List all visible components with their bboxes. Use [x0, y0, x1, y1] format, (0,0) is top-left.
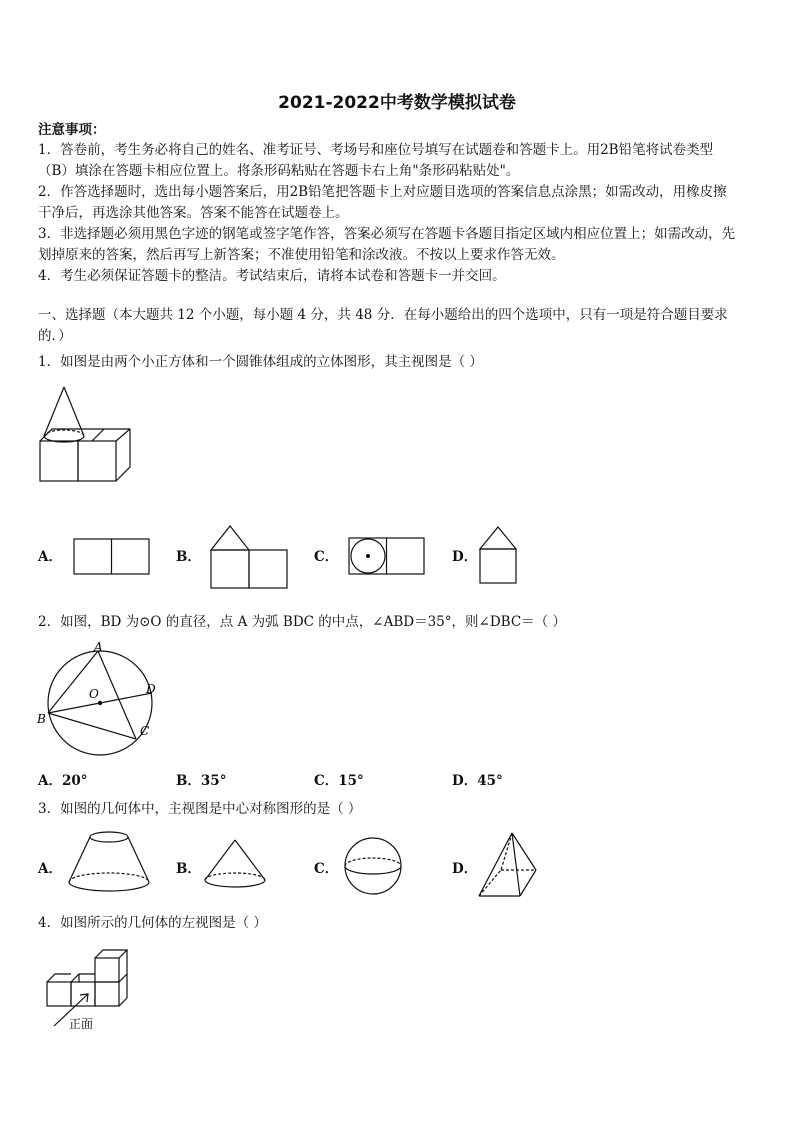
q2-option-b[interactable]: B．35° — [176, 773, 227, 789]
q1-option-c[interactable]: C． — [314, 549, 339, 565]
q3-option-d[interactable]: D． — [452, 861, 478, 877]
q2-option-a[interactable]: A．20° — [38, 773, 88, 789]
q4-solid-figure — [40, 942, 140, 1034]
notice-heading: 注意事项： — [38, 122, 106, 138]
q2-point-c-label: C — [140, 724, 150, 738]
q1-option-a-figure — [73, 537, 153, 577]
q3-sphere-figure — [342, 835, 406, 897]
notice-line: 划掉原来的答案，然后再写上新答案；不准使用铅笔和涂改液。不按以上要求作答无效。 — [38, 247, 565, 263]
q1-option-a[interactable]: A． — [38, 549, 62, 565]
q2-point-a-label: A — [94, 640, 103, 654]
notice-line: 3．非选择题必须用黑色字迹的钢笔或签字笔作答，答案必须写在答题卡各题目指定区域内相应位置上；如需改动，先 — [38, 226, 736, 242]
q3-option-b[interactable]: B． — [176, 861, 201, 877]
question-4-stem: 4．如图所示的几何体的左视图是（ ） — [38, 915, 267, 931]
q3-frustum-figure — [66, 830, 152, 896]
q1-option-b[interactable]: B． — [176, 549, 201, 565]
notice-line: 4．考生必须保证答题卡的整洁。考试结束后，请将本试卷和答题卡一并交回。 — [38, 268, 506, 284]
question-2-stem: 2．如图，BD 为⊙O 的直径，点 A 为弧 BDC 的中点，∠ABD＝35°，则∠DBC＝（ ） — [38, 614, 566, 630]
q1-option-c-figure — [348, 536, 428, 578]
question-1-stem: 1．如图是由两个小正方体和一个圆锥体组成的立体图形，其主视图是（ ） — [38, 354, 483, 370]
q3-pyramid-figure — [476, 830, 540, 900]
section-heading-cont: 的．） — [38, 328, 72, 344]
q1-option-d-figure — [478, 524, 523, 588]
page-title: 2021-2022中考数学模拟试卷 — [278, 93, 516, 113]
q2-option-d[interactable]: D．45° — [452, 773, 503, 789]
notice-line: 干净后，再选涂其他答案。答案不能答在试题卷上。 — [38, 205, 349, 221]
q2-option-c[interactable]: C．15° — [314, 773, 364, 789]
notice-line: 2．作答选择题时，选出每小题答案后，用2B铅笔把答题卡上对应题目选项的答案信息点涂黑；如需改动，用橡皮擦 — [38, 184, 727, 200]
notice-line: （B）填涂在答题卡相应位置上。将条形码粘贴在答题卡右上角"条形码粘贴处"。 — [38, 163, 520, 179]
notice-line: 1．答卷前，考生务必将自己的姓名、准考证号、考场号和座位号填写在试题卷和答题卡上。用2B铅笔将试卷类型 — [38, 142, 714, 158]
q3-option-a[interactable]: A． — [38, 861, 62, 877]
q1-solid-figure — [38, 385, 138, 485]
question-3-stem: 3．如图的几何体中，主视图是中心对称图形的是（ ） — [38, 801, 362, 817]
q2-point-b-label: B — [37, 712, 46, 726]
q4-front-label: 正面 — [69, 1017, 94, 1031]
q1-option-d[interactable]: D． — [452, 549, 478, 565]
q3-cone-figure — [202, 838, 268, 894]
section-heading: 一、选择题（本大题共 12 个小题，每小题 4 分，共 48 分．在每小题给出的四个选项中，只有一项是符合题目要求 — [38, 307, 728, 323]
q2-point-d-label: D — [146, 682, 156, 696]
q2-circle-figure — [36, 640, 166, 770]
q3-option-c[interactable]: C． — [314, 861, 339, 877]
q2-point-o-label: O — [89, 687, 99, 701]
q1-option-b-figure — [210, 523, 290, 591]
